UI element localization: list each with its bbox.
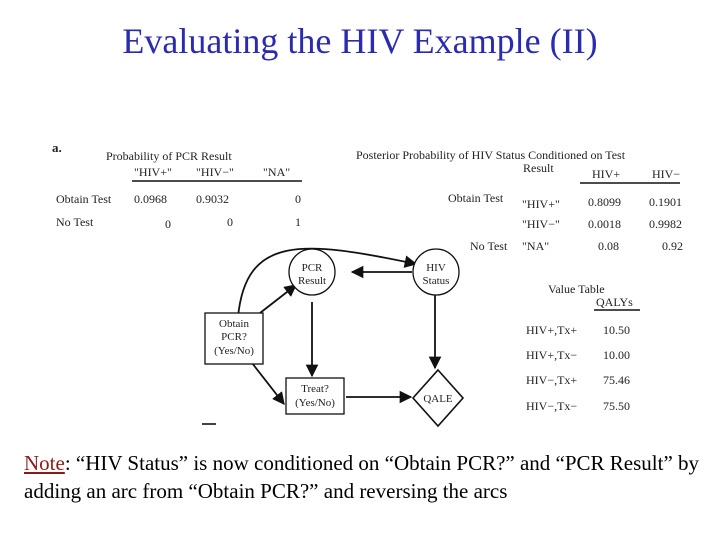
pcr-cell: 0 <box>227 215 233 229</box>
value-row-label: HIV+,Tx− <box>526 348 578 362</box>
value-table-header: QALYs <box>596 295 633 309</box>
node-label: (Yes/No) <box>295 397 335 409</box>
node-qale <box>413 370 463 426</box>
pcr-cell: 0 <box>295 192 301 206</box>
pcr-row-label: Obtain Test <box>56 192 112 206</box>
note-text <box>24 450 704 505</box>
note-label: Note <box>24 451 65 475</box>
slide-title: Evaluating the HIV Example (II) <box>122 21 598 61</box>
pcr-table-title: Probability of PCR Result <box>106 149 232 163</box>
posterior-cell: 0.08 <box>598 239 619 253</box>
node-label: Status <box>422 275 450 287</box>
posterior-cell: 0.0018 <box>588 217 621 231</box>
node-pcr-result <box>289 249 335 295</box>
pcr-cell: 0.9032 <box>196 192 229 206</box>
panel-label: a. <box>52 140 62 155</box>
node-label: HIV <box>426 262 446 274</box>
value-table <box>526 282 640 413</box>
value-row-label: HIV+,Tx+ <box>526 323 578 337</box>
influence-diagram-figure <box>40 130 683 430</box>
posterior-row-prefix: Obtain Test <box>448 191 504 205</box>
pcr-probability-table <box>56 149 302 231</box>
posterior-table-header: HIV+ <box>592 167 621 181</box>
pcr-table-header: "HIV+" <box>134 165 172 179</box>
pcr-table-header: "NA" <box>263 165 291 179</box>
posterior-cell: 0.8099 <box>588 195 621 209</box>
posterior-row-label: "NA" <box>522 239 550 253</box>
pcr-cell: 1 <box>295 215 301 229</box>
pcr-table-header: "HIV−" <box>196 165 234 179</box>
node-label: (Yes/No) <box>214 345 254 357</box>
posterior-row-prefix: No Test <box>470 239 508 253</box>
node-label: PCR <box>301 262 323 274</box>
posterior-row-label: "HIV+" <box>522 197 560 211</box>
posterior-row-label: "HIV−" <box>522 217 560 231</box>
pcr-cell: 0 <box>165 217 171 231</box>
node-treat <box>286 378 344 414</box>
note-body: : “HIV Status” is now conditioned on “Obtain PCR?” and “PCR Result” by adding an arc from “Obtain PCR?” and reversing the arcs <box>24 451 700 503</box>
value-row-label: HIV−,Tx+ <box>526 373 578 387</box>
value-cell: 75.46 <box>603 373 630 387</box>
node-hiv-status <box>413 249 459 295</box>
node-label: PCR? <box>221 331 247 343</box>
arc-obtain-to-treat <box>252 363 284 404</box>
posterior-cell: 0.9982 <box>649 217 682 231</box>
posterior-cell: 0.92 <box>662 239 683 253</box>
posterior-probability-table <box>356 148 683 253</box>
node-label: Obtain <box>219 318 249 330</box>
value-row-label: HIV−,Tx− <box>526 399 578 413</box>
node-label: QALE <box>423 393 453 405</box>
node-label: Result <box>297 275 327 287</box>
value-cell: 10.50 <box>603 323 630 337</box>
node-obtain-pcr <box>205 313 263 364</box>
value-cell: 10.00 <box>603 348 630 362</box>
posterior-cell: 0.1901 <box>649 195 682 209</box>
arc-obtain-to-pcr <box>260 285 296 313</box>
pcr-cell: 0.0968 <box>134 192 167 206</box>
posterior-table-header: HIV− <box>652 167 681 181</box>
pcr-row-label: No Test <box>56 215 94 229</box>
value-cell: 75.50 <box>603 399 630 413</box>
posterior-table-title: Result <box>523 161 554 175</box>
posterior-table-title: Posterior Probability of HIV Status Conditioned on Test <box>356 148 626 162</box>
value-table-title: Value Table <box>548 282 605 296</box>
node-label: Treat? <box>301 383 329 395</box>
